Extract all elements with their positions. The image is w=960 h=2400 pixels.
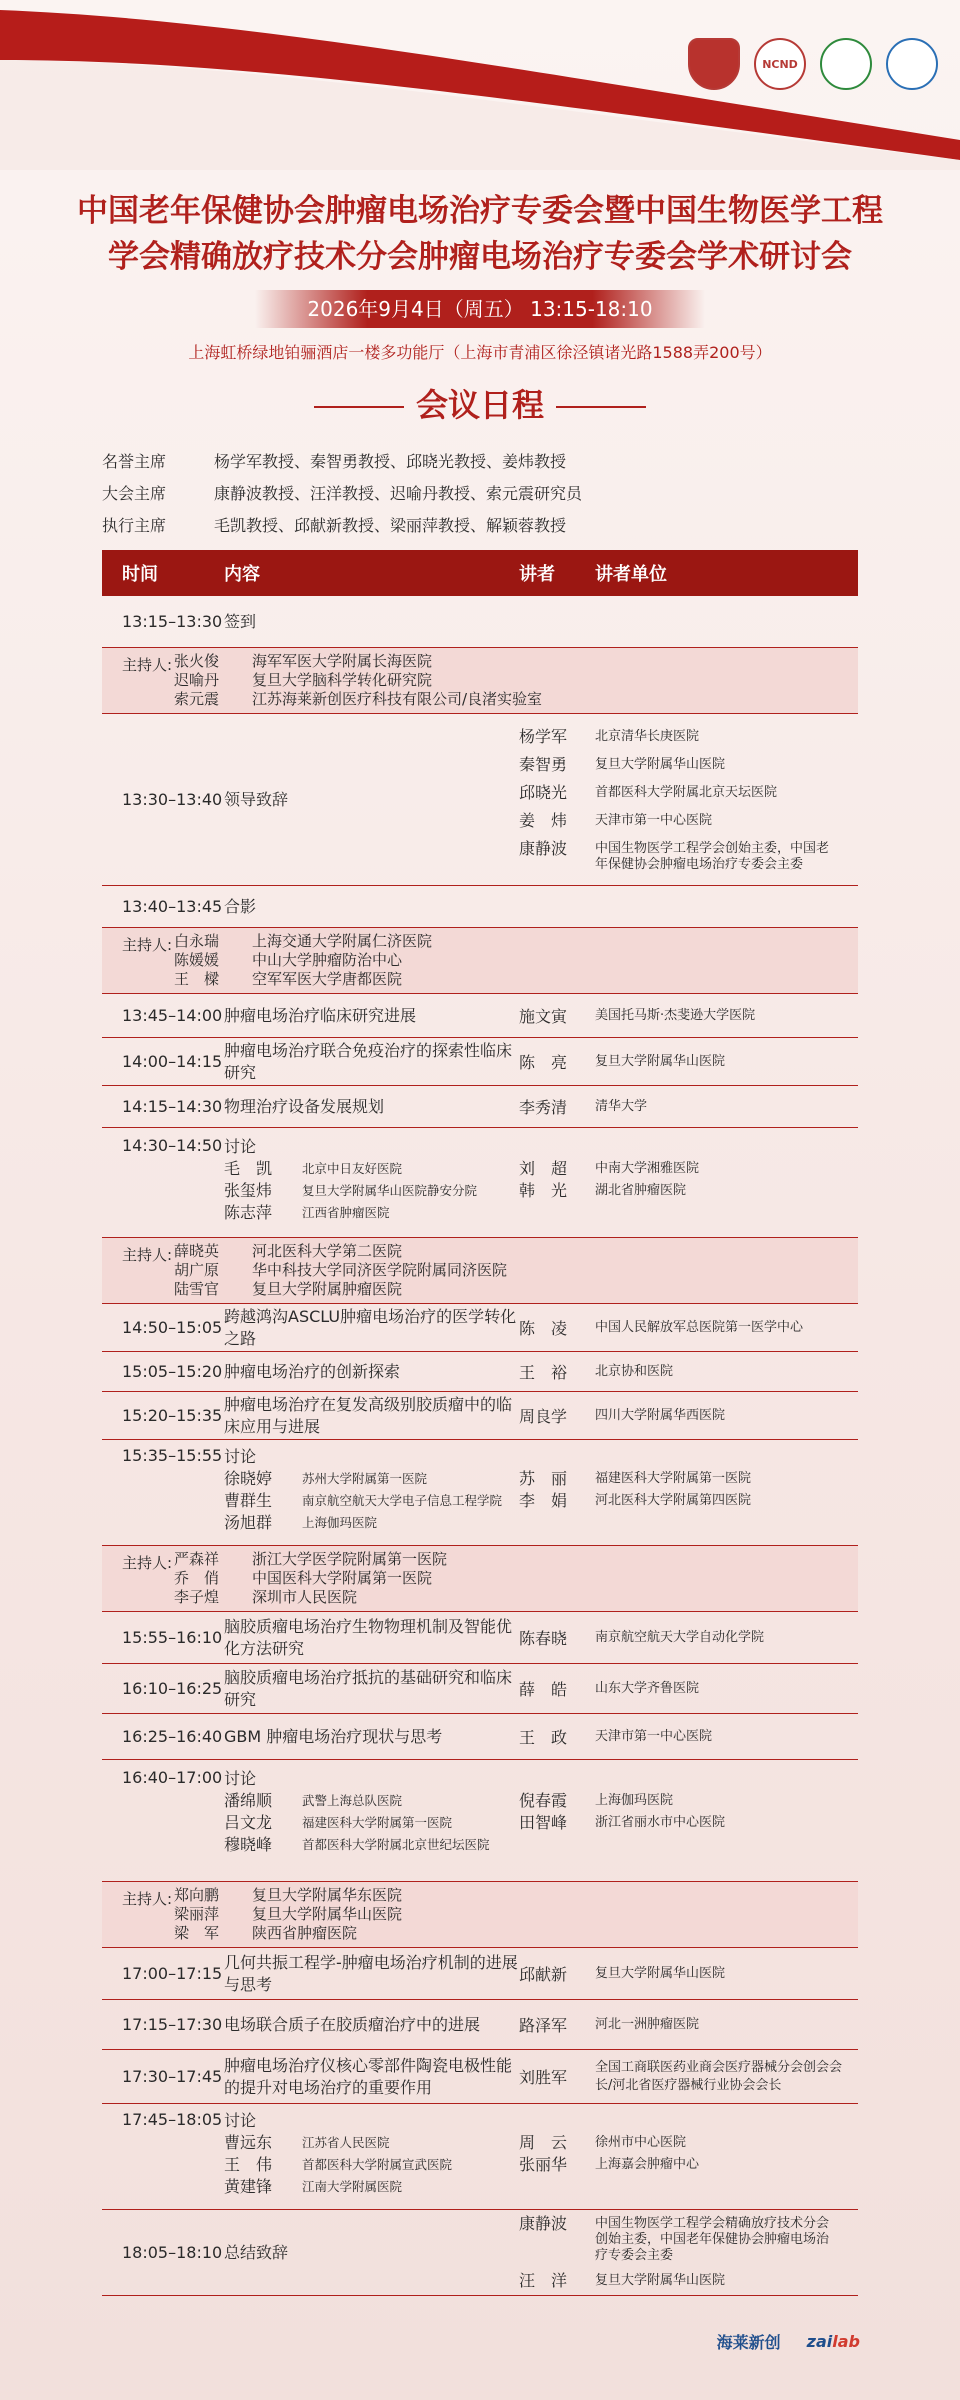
host-name: 薛晓英: [174, 1242, 220, 1260]
table-row: [102, 2000, 858, 2050]
table-row: [102, 886, 858, 928]
row-content: 电场联合质子在胶质瘤治疗中的进展: [224, 2014, 481, 2034]
chair-row: [102, 444, 862, 476]
row-content: GBM 肿瘤电场治疗现状与思考: [224, 1726, 443, 1746]
panelist-unit: 武警上海总队医院: [302, 1793, 403, 1808]
host-row: [102, 1546, 858, 1612]
host-unit: 上海交通大学附属仁济医院: [252, 932, 433, 950]
panelist-unit: 首都医科大学附属北京世纪坛医院: [302, 1837, 490, 1852]
panelist-name: 倪春霞: [519, 1791, 568, 1810]
speaker-name: 秦智勇: [519, 755, 568, 774]
host-unit: 江苏海莱新创医疗科技有限公司/良渚实验室: [252, 690, 543, 708]
row-content: 讨论: [224, 1137, 257, 1156]
host-unit: 空军军医大学唐都医院: [252, 970, 403, 988]
panelist-unit: 上海伽玛医院: [302, 1515, 378, 1530]
title-line-2: 学会精确放疗技术分会肿瘤电场治疗专委会学术研讨会: [108, 239, 852, 275]
host-unit: 中山大学肿瘤防治中心: [252, 951, 403, 969]
table-row: [102, 1038, 858, 1086]
panelist-unit: 江西省肿瘤医院: [302, 1205, 390, 1220]
speaker-unit: 南京航空航天大学自动化学院: [595, 1629, 765, 1645]
host-name: 陈媛媛: [174, 951, 220, 969]
panelist-unit: 福建医科大学附属第一医院: [302, 1815, 453, 1830]
row-time: 17:15–17:30: [122, 2015, 223, 2034]
speaker-unit: 中国生物医学工程学会创始主委，中国老年保健协会肿瘤电场治疗专委会主委: [595, 841, 830, 872]
venue-text: 上海虹桥绿地铂骊酒店一楼多功能厅（上海市青浦区徐泾镇诸光路1588弄200号）: [188, 343, 772, 362]
row-content: 几何共振工程学-肿瘤电场治疗机制的进展与思考: [224, 1952, 518, 1994]
table-row: [102, 1304, 858, 1352]
speaker-name: 王 政: [519, 1728, 568, 1747]
table-row: [102, 994, 858, 1038]
chair-row: [102, 476, 862, 508]
table-row: [102, 1664, 858, 1714]
host-label: 主持人:: [122, 656, 173, 674]
host-name: 索元震: [174, 690, 220, 708]
row-content: 肿瘤电场治疗临床研究进展: [224, 1005, 417, 1025]
host-name: 乔 俏: [174, 1569, 220, 1587]
panelist-name: 李 娟: [519, 1491, 568, 1510]
row-content: 脑胶质瘤电场治疗生物物理机制及智能优化方法研究: [224, 1616, 513, 1658]
host-unit: 复旦大学附属肿瘤医院: [252, 1280, 403, 1298]
heading-line-left: [314, 406, 404, 408]
panelist-name: 汤旭群: [224, 1513, 273, 1532]
speaker-unit: 北京协和医院: [595, 1363, 674, 1379]
host-unit: 河北医科大学第二医院: [252, 1242, 403, 1260]
speaker-unit: 首都医科大学附属北京天坛医院: [595, 785, 778, 800]
panelist-name: 苏 丽: [519, 1469, 568, 1488]
panelist-unit: 复旦大学附属华山医院静安分院: [302, 1183, 478, 1198]
host-unit: 复旦大学脑科学转化研究院: [252, 671, 433, 689]
header-speaker: 讲者: [519, 564, 555, 585]
panelist-unit: 苏州大学附属第一医院: [302, 1471, 428, 1486]
speaker-name: 汪 洋: [519, 2271, 568, 2290]
chair-label: 执行主席: [102, 515, 167, 535]
row-time: 13:30–13:40: [122, 790, 223, 809]
speaker-name: 陈 凌: [519, 1319, 568, 1338]
speaker-unit: 中国人民解放军总医院第一医学中心: [595, 1319, 804, 1335]
heading-line-right: [556, 406, 646, 408]
row-time: 15:55–16:10: [122, 1628, 223, 1647]
row-content: 跨越鸿沟ASCLU肿瘤电场治疗的医学转化之路: [224, 1306, 517, 1348]
panelist-name: 张玺炜: [224, 1181, 273, 1200]
agenda-heading: [0, 380, 960, 430]
host-unit: 中国医科大学附属第一医院: [252, 1569, 433, 1587]
speaker-unit: 复旦大学附属华山医院: [595, 1965, 726, 1981]
row-time: 15:20–15:35: [122, 1406, 223, 1425]
row-content: 讨论: [224, 2111, 257, 2130]
chair-row: [102, 508, 862, 540]
host-name: 王 樑: [174, 970, 220, 988]
logo-group: [688, 38, 938, 90]
panelist-name: 曹远东: [224, 2133, 273, 2152]
host-label: 主持人:: [122, 1246, 173, 1264]
table-row: [102, 1612, 858, 1664]
row-time: 15:35–15:55: [122, 1446, 223, 1465]
panelist-name: 徐晓婷: [224, 1469, 273, 1488]
discussion-row: [102, 1128, 858, 1238]
speaker-unit: 中国生物医学工程学会精确放疗技术分会创始主委，中国老年保健协会肿瘤电场治疗专委会主委: [595, 2216, 830, 2263]
header-unit: 讲者单位: [595, 564, 667, 585]
speaker-unit: 复旦大学附属华山医院: [595, 1053, 726, 1069]
panelist-name: 陈志萍: [224, 1203, 273, 1222]
row-content: 肿瘤电场治疗的创新探索: [224, 1361, 401, 1381]
speaker-unit: 山东大学齐鲁医院: [595, 1680, 700, 1696]
row-content: 总结致辞: [224, 2242, 289, 2262]
chairs-list: [102, 444, 862, 540]
speaker-name: 康静波: [519, 2214, 568, 2233]
panelist-unit: 北京中日友好医院: [302, 1161, 403, 1176]
chair-names: 毛凯教授、邱献新教授、梁丽萍教授、解颖蓉教授: [214, 515, 567, 535]
panelist-name: 黄建锋: [224, 2177, 273, 2196]
panelist-name: 王 伟: [224, 2155, 273, 2174]
speaker-name: 薛 皓: [519, 1680, 568, 1699]
speaker-unit: 天津市第一中心医院: [595, 1728, 713, 1744]
host-unit: 复旦大学附属华山医院: [252, 1905, 403, 1923]
speaker-name: 路泽军: [519, 2016, 568, 2035]
blue-society-logo: [886, 38, 938, 90]
speaker-unit: 河北一洲肿瘤医院: [595, 2016, 700, 2032]
speaker-unit: 全国工商联医药业商会医疗器械分会创会会长/河北省医疗器械行业协会会长: [595, 2059, 843, 2093]
host-name: 严森祥: [174, 1550, 220, 1568]
speaker-unit: 清华大学: [595, 1098, 648, 1114]
header-content: 内容: [224, 564, 260, 585]
table-row: [102, 1392, 858, 1440]
page-title: [0, 188, 960, 280]
row-content: 讨论: [224, 1769, 257, 1788]
row-content: 脑胶质瘤电场治疗抵抗的基础研究和临床研究: [224, 1667, 513, 1709]
row-content: 讨论: [224, 1447, 257, 1466]
host-row: [102, 648, 858, 714]
panelist-unit: 福建医科大学附属第一医院: [595, 1471, 752, 1486]
panelist-unit: 河北医科大学附属第四医院: [595, 1493, 752, 1508]
panelist-name: 张丽华: [519, 2155, 568, 2174]
zailab-brand: [807, 2332, 860, 2351]
panelist-name: 吕文龙: [224, 1813, 273, 1832]
row-time: 14:50–15:05: [122, 1318, 223, 1337]
host-unit: 华中科技大学同济医学院附属同济医院: [252, 1261, 508, 1279]
host-label: 主持人:: [122, 1890, 173, 1908]
hailai-brand: 海莱新创: [716, 2333, 781, 2352]
panelist-unit: 上海伽玛医院: [595, 1793, 674, 1808]
row-time: 16:40–17:00: [122, 1768, 223, 1787]
table-row: [102, 596, 858, 648]
row-time: 13:45–14:00: [122, 1006, 223, 1025]
panelist-unit: 首都医科大学附属宣武医院: [302, 2157, 453, 2172]
university-shield-logo: [688, 38, 740, 90]
footer-brands: [717, 2330, 860, 2353]
host-row: [102, 928, 858, 994]
speaker-unit: 复旦大学附属华山医院: [595, 757, 726, 772]
row-time: 16:10–16:25: [122, 1679, 223, 1698]
panelist-name: 潘绵顺: [224, 1791, 273, 1810]
chair-names: 康静波教授、汪洋教授、迟喻丹教授、索元震研究员: [214, 483, 583, 503]
table-row: [102, 1352, 858, 1392]
ncnd-logo: NCND: [754, 38, 806, 90]
speaker-unit: 美国托马斯·杰斐逊大学医院: [595, 1007, 756, 1023]
speaker-unit: 四川大学附属华西医院: [595, 1407, 726, 1423]
panelist-unit: 上海嘉会肿瘤中心: [595, 2157, 700, 2172]
speaker-unit: 天津市第一中心医院: [595, 813, 713, 828]
row-content: 领导致辞: [224, 789, 289, 809]
discussion-row: [102, 2104, 858, 2210]
speaker-name: 陈春晓: [519, 1629, 568, 1648]
host-row: [102, 1238, 858, 1304]
chair-label: 名誉主席: [102, 451, 167, 471]
host-name: 梁丽萍: [174, 1905, 220, 1923]
speaker-name: 周良学: [519, 1407, 568, 1426]
row-content: 肿瘤电场治疗联合免疫治疗的探索性临床研究: [224, 1040, 513, 1082]
host-unit: 陕西省肿瘤医院: [252, 1924, 358, 1942]
row-content: 合影: [224, 896, 257, 916]
row-time: 14:00–14:15: [122, 1052, 223, 1071]
speaker-name: 陈 亮: [519, 1053, 568, 1072]
row-time: 15:05–15:20: [122, 1362, 223, 1381]
row-time: 18:05–18:10: [122, 2243, 223, 2262]
panelist-unit: 中南大学湘雅医院: [595, 1161, 700, 1176]
row-content: 肿瘤电场治疗在复发高级别胶质瘤中的临床应用与进展: [224, 1394, 513, 1436]
panelist-name: 曹群生: [224, 1491, 273, 1510]
table-row: [102, 714, 858, 886]
panelist-unit: 湖北省肿瘤医院: [595, 1183, 687, 1198]
host-name: 迟喻丹: [174, 671, 220, 689]
row-time: 17:30–17:45: [122, 2067, 223, 2086]
host-row: [102, 1882, 858, 1948]
panelist-name: 韩 光: [519, 1181, 568, 1200]
panelist-unit: 浙江省丽水市中心医院: [595, 1815, 726, 1830]
discussion-row: [102, 1760, 858, 1882]
row-time: 14:15–14:30: [122, 1097, 223, 1116]
host-unit: 浙江大学医学院附属第一医院: [252, 1550, 448, 1568]
chair-label: 大会主席: [102, 483, 167, 503]
panelist-unit: 南京航空航天大学电子信息工程学院: [302, 1493, 503, 1508]
host-name: 胡广原: [174, 1261, 220, 1279]
host-label: 主持人:: [122, 936, 173, 954]
table-row: [102, 1714, 858, 1760]
table-row: [102, 1948, 858, 2000]
speaker-name: 李秀清: [519, 1098, 568, 1117]
green-association-logo: [820, 38, 872, 90]
host-unit: 深圳市人民医院: [252, 1588, 358, 1606]
discussion-row: [102, 1440, 858, 1546]
speaker-unit: 北京清华长庚医院: [595, 729, 700, 744]
speaker-name: 姜 炜: [519, 811, 568, 830]
host-name: 张火俊: [174, 652, 220, 670]
host-label: 主持人:: [122, 1554, 173, 1572]
table-row: [102, 2210, 858, 2296]
row-time: 13:15–13:30: [122, 612, 223, 631]
table-row: [102, 1086, 858, 1128]
row-time: 16:25–16:40: [122, 1727, 223, 1746]
panelist-unit: 徐州市中心医院: [595, 2135, 687, 2150]
speaker-name: 施文寅: [519, 1007, 568, 1026]
zailab-brand-b: lab: [832, 2332, 860, 2351]
panelist-unit: 江苏省人民医院: [302, 2135, 390, 2150]
panelist-name: 毛 凯: [224, 1159, 273, 1178]
table-header: [102, 550, 858, 596]
row-time: 14:30–14:50: [122, 1136, 223, 1155]
panelist-name: 田智峰: [519, 1813, 568, 1832]
host-name: 陆雪官: [174, 1280, 220, 1298]
speaker-name: 刘胜军: [519, 2068, 568, 2087]
speaker-name: 王 裕: [519, 1363, 568, 1382]
header-time: 时间: [122, 564, 158, 585]
row-content: 物理治疗设备发展规划: [224, 1096, 385, 1116]
panelist-name: 刘 超: [519, 1159, 568, 1178]
host-name: 郑向鹏: [174, 1886, 220, 1904]
row-content: 签到: [224, 611, 257, 631]
speaker-unit: 复旦大学附属华山医院: [595, 2273, 726, 2288]
row-time: 13:40–13:45: [122, 897, 223, 916]
panelist-name: 周 云: [519, 2133, 568, 2152]
table-row: [102, 2050, 858, 2104]
agenda-title: 会议日程: [415, 386, 544, 424]
host-name: 白永瑞: [174, 932, 220, 950]
row-time: 17:00–17:15: [122, 1964, 223, 1983]
panelist-unit: 江南大学附属医院: [302, 2179, 403, 2194]
speaker-name: 杨学军: [519, 727, 568, 746]
speaker-name: 邱晓光: [519, 783, 568, 802]
title-line-1: 中国老年保健协会肿瘤电场治疗专委会暨中国生物医学工程: [77, 193, 883, 229]
speaker-name: 康静波: [519, 839, 568, 858]
speaker-name: 邱献新: [519, 1965, 568, 1984]
zailab-brand-a: zai: [806, 2332, 833, 2351]
row-time: 17:45–18:05: [122, 2110, 223, 2129]
host-name: 梁 军: [174, 1924, 220, 1942]
panelist-name: 穆晓峰: [224, 1835, 273, 1854]
date-bar: 2026年9月4日（周五） 13:15-18:10: [255, 290, 705, 328]
agenda-table: [102, 550, 858, 2296]
chair-names: 杨学军教授、秦智勇教授、邱晓光教授、姜炜教授: [214, 451, 567, 471]
host-name: 李子煌: [174, 1588, 220, 1606]
row-content: 肿瘤电场治疗仪核心零部件陶瓷电极性能的提升对电场治疗的重要作用: [224, 2055, 513, 2097]
host-unit: 海军军医大学附属长海医院: [252, 652, 433, 670]
host-unit: 复旦大学附属华东医院: [252, 1886, 403, 1904]
